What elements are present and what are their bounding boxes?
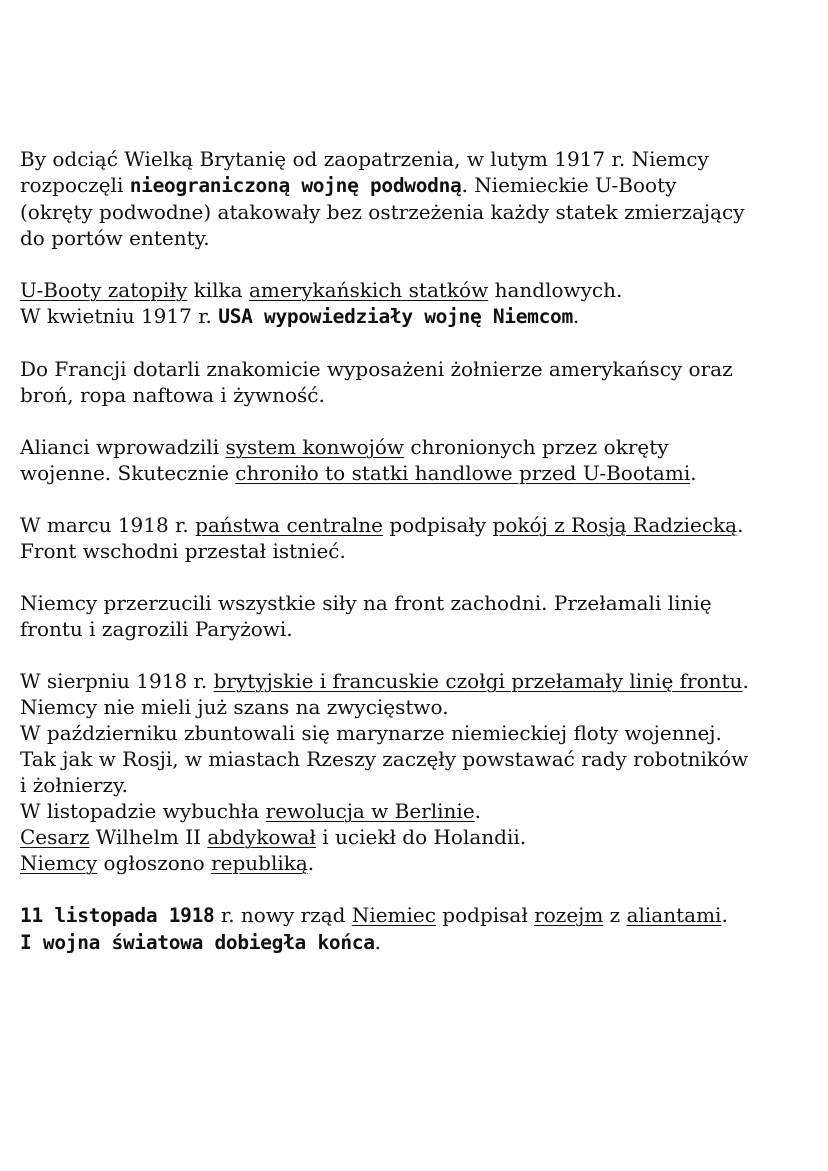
underlined-term: rewolucja w Berlinie — [265, 799, 475, 823]
underlined-term: abdykował — [207, 825, 316, 849]
paragraph-german-collapse — [20, 668, 820, 876]
text-line: Niemcy nie mieli już szans na zwycięstwo. — [20, 695, 449, 719]
text-line — [20, 929, 820, 956]
paragraph-usa-war — [20, 277, 820, 330]
underlined-term: system konwojów — [225, 435, 405, 459]
text-line — [20, 850, 820, 876]
text-run: rozpoczęli — [20, 173, 130, 197]
paragraph-armistice — [20, 902, 820, 956]
text-line — [20, 512, 820, 538]
text-run: . — [474, 799, 482, 823]
text-line — [20, 902, 820, 929]
paragraph-submarine-war — [20, 146, 820, 251]
paragraph-western-front — [20, 590, 820, 642]
text-run: handlowych. — [488, 278, 623, 302]
underlined-term: Niemcy — [20, 851, 98, 875]
underlined-term: republiką — [211, 851, 308, 875]
text-run: W sierpniu 1918 r. — [20, 669, 214, 693]
text-run: kilka — [187, 278, 249, 302]
paragraph-american-soldiers — [20, 356, 820, 408]
text-run: W listopadzie wybuchła — [20, 799, 266, 823]
underlined-term: aliantami — [626, 903, 722, 927]
text-run: . — [737, 513, 744, 537]
text-run: ogłoszono — [97, 851, 212, 875]
bold-term: I wojna światowa dobiegła końca — [20, 931, 375, 954]
text-run: . — [374, 930, 381, 954]
text-run: z — [603, 903, 627, 927]
text-run: . Niemieckie U-Booty — [461, 173, 677, 197]
text-run: . — [721, 903, 728, 927]
text-line: do portów ententy. — [20, 226, 210, 250]
text-line: broń, ropa naftowa i żywność. — [20, 383, 325, 407]
underlined-term: amerykańskich statków — [248, 278, 489, 302]
text-line: Do Francji dotarli znakomicie wyposażeni żołnierze amerykańscy oraz — [20, 357, 733, 381]
text-run: Alianci wprowadzili — [20, 435, 226, 459]
underlined-term: chroniło to statki handlowe przed U-Bootami — [235, 461, 691, 485]
underlined-term: Cesarz — [20, 825, 90, 849]
text-run: podpisały — [383, 513, 493, 537]
text-run: chronionych przez okręty — [404, 435, 669, 459]
text-line — [20, 668, 820, 694]
text-run: i uciekł do Holandii. — [315, 825, 527, 849]
text-run: wojenne. Skutecznie — [20, 461, 236, 485]
text-line — [20, 172, 820, 199]
text-line — [20, 798, 820, 824]
bold-term: USA wypowiedziały wojnę Niemcom — [218, 305, 573, 328]
bold-term: nieograniczoną wojnę podwodną — [129, 174, 462, 197]
text-line — [20, 303, 820, 330]
text-line: Front wschodni przestał istnieć. — [20, 539, 346, 563]
text-run: r. nowy rząd — [214, 903, 352, 927]
underlined-term: pokój z Rosją Radziecką — [492, 513, 738, 537]
text-line — [20, 460, 820, 486]
text-line: frontu i zagrozili Paryżowi. — [20, 617, 293, 641]
text-run: . — [572, 304, 580, 328]
text-run: W marcu 1918 r. — [20, 513, 196, 537]
text-run: Wilhelm II — [89, 825, 208, 849]
text-line: (okręty podwodne) atakowały bez ostrzeżenia każdy statek zmierzający — [20, 200, 745, 224]
paragraph-brest-peace — [20, 512, 820, 564]
text-run: podpisał — [435, 903, 535, 927]
paragraph-convoys — [20, 434, 820, 486]
text-run: . — [690, 461, 697, 485]
underlined-term: U-Booty zatopiły — [20, 278, 188, 302]
document-page — [20, 146, 820, 982]
bold-term: 11 listopada 1918 — [20, 904, 215, 927]
text-line: Tak jak w Rosji, w miastach Rzeszy zaczęły powstawać rady robotników — [20, 747, 749, 771]
text-line — [20, 434, 820, 460]
underlined-term: brytyjskie i francuskie czołgi przełamały linię frontu — [213, 669, 743, 693]
text-run: . — [742, 669, 749, 693]
underlined-term: rozejm — [534, 903, 604, 927]
text-line: i żołnierzy. — [20, 773, 129, 797]
text-line: By odciąć Wielką Brytanię od zaopatrzenia, w lutym 1917 r. Niemcy — [20, 147, 709, 171]
text-run: W kwietniu 1917 r. — [20, 304, 219, 328]
text-run: . — [307, 851, 315, 875]
underlined-term: Niemiec — [351, 903, 436, 927]
text-line — [20, 277, 820, 303]
text-line: W październiku zbuntowali się marynarze niemieckiej floty wojennej. — [20, 721, 722, 745]
underlined-term: państwa centralne — [195, 513, 384, 537]
text-line: Niemcy przerzucili wszystkie siły na front zachodni. Przełamali linię — [20, 591, 712, 615]
text-line — [20, 824, 820, 850]
